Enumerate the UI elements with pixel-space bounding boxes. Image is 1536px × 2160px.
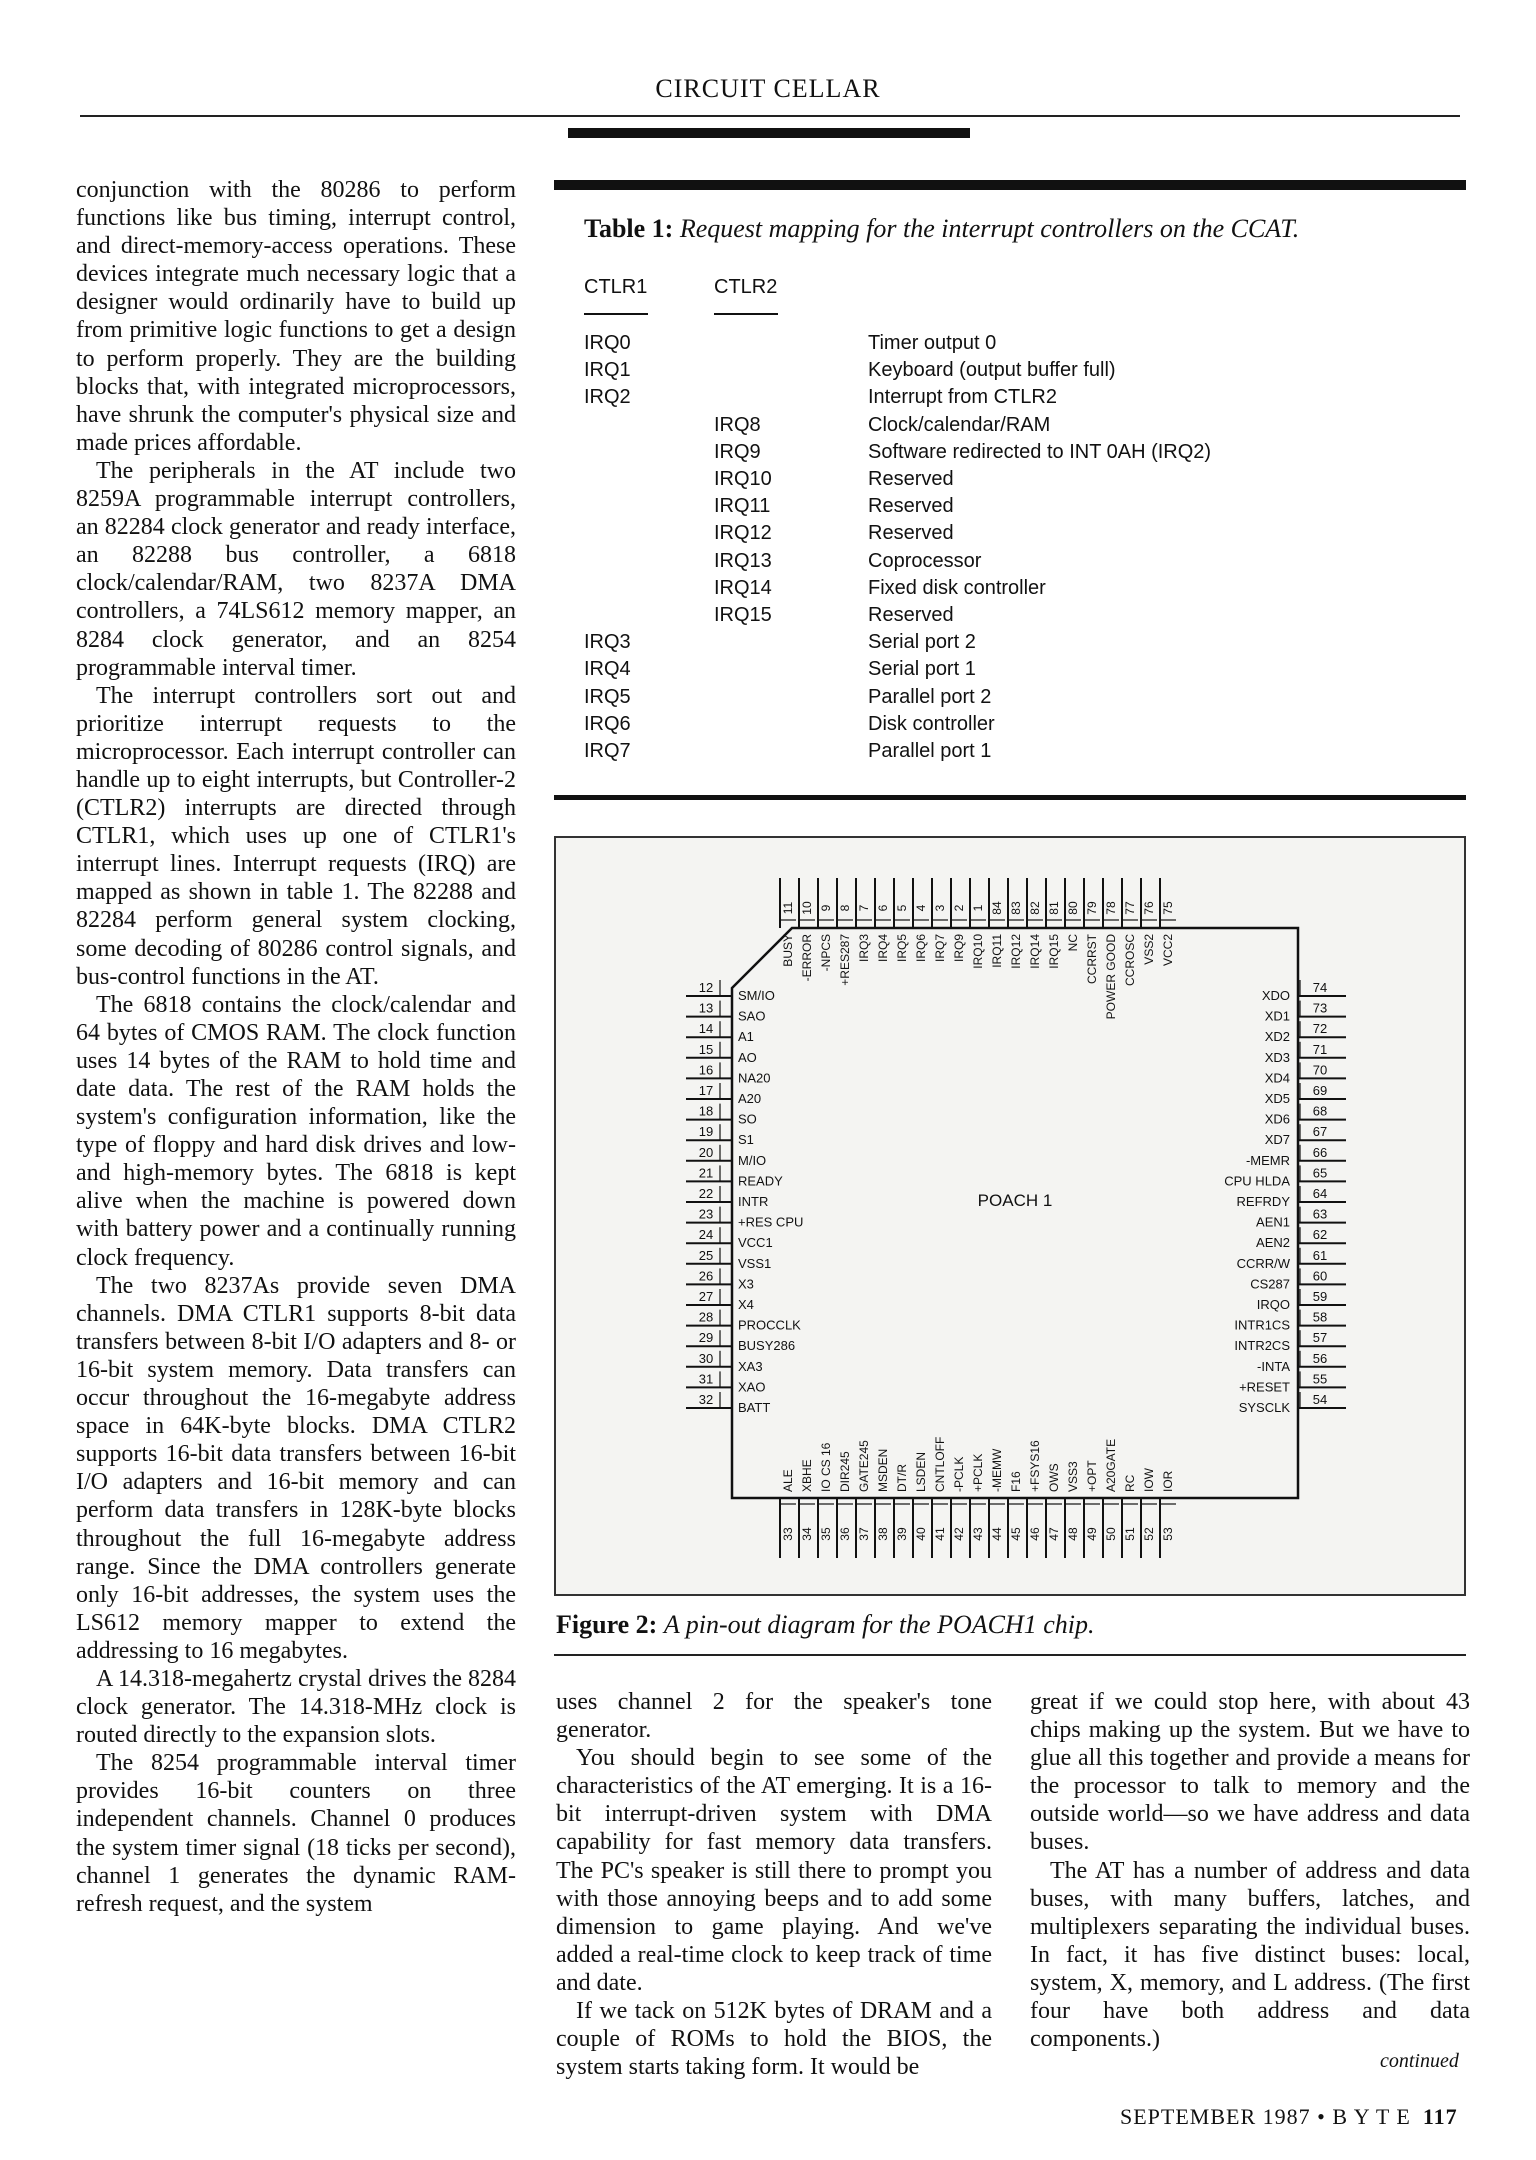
pin-number: 14: [698, 1021, 714, 1037]
description-cell: Reserved: [868, 604, 954, 626]
description-cell: Reserved: [868, 495, 954, 518]
pin-label: PROCCLK: [738, 1317, 801, 1333]
pin-label: SYSCLK: [1238, 1400, 1290, 1415]
pin-number: 32: [698, 1392, 714, 1407]
ctlr2-cell: IRQ12: [714, 522, 772, 545]
pin-number: 50: [1104, 1527, 1118, 1541]
pin-label: -PCLK: [952, 1456, 966, 1492]
pin-number: 60: [1312, 1268, 1328, 1284]
pin-label: INTR: [738, 1194, 769, 1209]
pin-label: AEN2: [1256, 1235, 1290, 1251]
pin-label: XD3: [1264, 1049, 1290, 1065]
pin-label: A20: [738, 1091, 762, 1106]
ctlr2-cell: IRQ13: [714, 549, 772, 572]
pin-number: 54: [1312, 1392, 1328, 1407]
description-cell: Reserved: [868, 468, 954, 490]
figure-caption-text: A pin-out diagram for the POACH1 chip.: [663, 1610, 1095, 1639]
pin-label: XDO: [1261, 988, 1290, 1003]
pin-number: 71: [1312, 1041, 1328, 1057]
pin-label: CPU HLDA: [1224, 1173, 1290, 1189]
pin-number: 51: [1123, 1527, 1137, 1541]
table-row: [584, 495, 1444, 522]
ctlr2-cell: IRQ14: [714, 576, 772, 599]
pin-label: DIR245: [838, 1451, 852, 1492]
description-cell: Keyboard (output buffer full): [868, 359, 1116, 382]
pin-number: 26: [698, 1268, 714, 1284]
pin-number: 5: [895, 904, 909, 912]
description-cell: Interrupt from CTLR2: [868, 386, 1057, 409]
paragraph: A 14.318-megahertz crystal drives the 8284 clock generator. The 14.318-MHz clock is routed directly to the expansion slots.: [76, 1665, 516, 1749]
pin-number: 59: [1312, 1289, 1328, 1304]
pin-number: 43: [971, 1527, 985, 1541]
pin-number: 70: [1312, 1062, 1328, 1078]
pin-label: REFRDY: [1236, 1194, 1290, 1209]
pin-number: 3: [933, 904, 947, 912]
pin-label: M/IO: [738, 1152, 767, 1168]
pin-number: 52: [1142, 1527, 1156, 1541]
pin-label: A20GATE: [1104, 1438, 1118, 1492]
pin-number: 17: [698, 1083, 714, 1098]
pin-number: 78: [1104, 901, 1118, 915]
ctlr1-cell: IRQ3: [584, 631, 631, 654]
header-bar: [568, 128, 970, 138]
pin-number: 76: [1142, 901, 1156, 915]
pin-number: 16: [698, 1062, 714, 1078]
pin-number: 11: [781, 901, 795, 915]
section-header: CIRCUIT CELLAR: [655, 74, 881, 103]
ctlr2-cell: IRQ11: [714, 495, 771, 518]
ctlr1-cell: IRQ7: [584, 740, 631, 762]
pin-label: IRQ4: [876, 934, 890, 963]
pin-number: 24: [698, 1227, 714, 1243]
pin-number: 23: [698, 1206, 714, 1222]
pin-label: S1: [738, 1132, 754, 1148]
pin-label: GATE245: [857, 1440, 871, 1492]
pin-label: IRQ11: [990, 934, 1004, 968]
chip-body: [732, 928, 1298, 1498]
paragraph: The peripherals in the AT include two 8259A programmable interrupt controllers, an 82284 clock generator and ready interface, an 82288 bus controller, a 6818 clock/calendar/RAM, two 8237A DMA controllers, a 74LS612 memory mapper, an 8284 clock generator, and an 8254 programmable interval timer.: [76, 457, 516, 681]
pin-number: 57: [1312, 1330, 1328, 1346]
pin-number: 1: [971, 904, 985, 912]
pin-number: 33: [781, 1527, 795, 1541]
pin-label: AEN1: [1256, 1214, 1290, 1230]
pin-label: RC: [1123, 1474, 1137, 1492]
pin-number: 35: [819, 1527, 833, 1541]
pin-number: 9: [819, 904, 833, 912]
pin-label: IRQ7: [933, 934, 947, 963]
table-row: [584, 414, 1444, 441]
pin-label: -NPCS: [819, 934, 833, 972]
description-cell: Clock/calendar/RAM: [868, 413, 1051, 436]
paragraph: The 6818 contains the clock/calendar and 64 bytes of CMOS RAM. The clock function uses 14 bytes of the RAM to hold time and date data. The rest of the RAM holds the system's configuration information, like the type of floppy and hard disk drives and low- and high-memory bytes. The 6818 is kept alive when the machine is powered down with battery power and a continually running clock frequency.: [76, 991, 516, 1271]
ctlr2-cell: IRQ8: [714, 413, 761, 436]
pin-label: BATT: [738, 1400, 771, 1415]
pin-label: MSDEN: [876, 1448, 890, 1492]
header-underline: [714, 313, 778, 315]
description-cell: Parallel port 1: [868, 740, 992, 762]
table-row: [584, 332, 1444, 359]
pin-label: READY: [738, 1173, 783, 1189]
pin-label: NA20: [738, 1070, 771, 1086]
pin-label: +FSYS16: [1028, 1440, 1042, 1492]
pin-label: CS287: [1250, 1276, 1290, 1292]
pin-number: 45: [1009, 1527, 1023, 1541]
pin-label: AO: [738, 1049, 757, 1065]
pin-label: XD7: [1264, 1132, 1290, 1148]
pin-number: 44: [990, 1527, 1004, 1541]
pin-number: 63: [1312, 1206, 1328, 1222]
paragraph: The two 8237As provide seven DMA channels. DMA CTLR1 supports 8-bit data transfers between 8-bit I/O adapters and 8- or 16-bit system memory. Data transfers can occur throughout the 16-megabyte address space in 64K-byte blocks. DMA CTLR2 supports 16-bit data transfers between 16-bit I/O adapters and 16-bit memory and can perform data transfers in 128K-byte blocks throughout the full 16-megabyte address range. Since the DMA controllers generate only 16-bit addresses, the system uses the LS612 memory mapper to extend the addressing to 16 megabytes.: [76, 1272, 516, 1664]
ctlr1-cell: IRQ0: [584, 332, 631, 354]
pin-number: 73: [1312, 1000, 1328, 1016]
table-row: [584, 522, 1444, 549]
pin-number: 81: [1047, 901, 1061, 915]
pin-number: 25: [698, 1247, 714, 1263]
pin-label: XD1: [1264, 1008, 1290, 1024]
table-row: [584, 359, 1444, 386]
pin-number: 6: [876, 904, 890, 912]
pin-number: 2: [952, 904, 966, 912]
pin-label: ALE: [781, 1469, 795, 1492]
page-footer: [1120, 2104, 1458, 2130]
table-title: Request mapping for the interrupt controllers on the CCAT.: [679, 214, 1300, 243]
pin-number: 19: [698, 1124, 714, 1140]
pin-label: IRQO: [1256, 1297, 1290, 1312]
pin-number: 36: [838, 1527, 852, 1541]
pin-number: 64: [1312, 1186, 1328, 1201]
pin-number: 56: [1312, 1350, 1328, 1366]
pin-label: IO CS 16: [819, 1442, 833, 1492]
pin-number: 47: [1047, 1527, 1061, 1541]
pin-label: IRQ6: [914, 934, 928, 963]
pin-label: A1: [738, 1029, 754, 1045]
table-row: [584, 441, 1444, 468]
pin-number: 72: [1312, 1021, 1328, 1037]
text-column-1: [76, 176, 516, 1918]
pin-label: DT/R: [895, 1464, 909, 1492]
pin-number: 12: [698, 980, 714, 995]
ctlr2-cell: IRQ9: [714, 440, 761, 463]
pin-number: 55: [1312, 1371, 1328, 1387]
pin-label: VCC2: [1161, 934, 1175, 967]
pin-number: 84: [990, 901, 1004, 915]
pin-number: 40: [914, 1527, 928, 1541]
pin-label: INTR1CS: [1234, 1317, 1290, 1333]
table-row: [584, 740, 1444, 767]
page-number: 117: [1422, 2104, 1458, 2129]
pin-label: IRQ3: [857, 934, 871, 963]
header-rule: [80, 115, 1460, 117]
pin-number: 79: [1085, 901, 1099, 915]
ctlr1-cell: IRQ4: [584, 658, 631, 681]
ctlr2-cell: IRQ10: [714, 468, 772, 490]
pin-label: XA3: [738, 1358, 763, 1374]
description-cell: Fixed disk controller: [868, 576, 1046, 599]
pin-number: 21: [698, 1165, 714, 1181]
pin-number: 48: [1066, 1527, 1080, 1541]
pin-number: 80: [1066, 901, 1080, 915]
pin-label: BUSY: [781, 934, 795, 967]
text-column-3: [1030, 1688, 1470, 2053]
pin-label: CCRRST: [1085, 934, 1099, 984]
pinout-diagram: [556, 838, 1468, 1598]
pin-label: IRQ14: [1028, 934, 1042, 969]
description-cell: Coprocessor: [868, 549, 982, 572]
pin-number: 69: [1312, 1083, 1328, 1098]
paragraph: The interrupt controllers sort out and prioritize interrupt requests to the microprocessor. Each interrupt controller can handle up to eight interrupts, but Controller-2 (CTLR2) interrupts are directed through CTLR1, which uses up one of CTLR1's interrupt lines. Interrupt requests (IRQ) are mapped as shown in table 1. The 82288 and 82284 perform general system clocking, some decoding of 80286 control signals, and bus-control functions in the AT.: [76, 682, 516, 990]
header-underline: [584, 313, 648, 315]
table-header-ctlr2: CTLR2: [714, 276, 778, 298]
pin-label: IOR: [1161, 1470, 1175, 1492]
table-row: [584, 658, 1444, 685]
table-row: [584, 686, 1444, 713]
pin-label: VCC1: [738, 1235, 773, 1251]
table-row: [584, 631, 1444, 658]
pin-number: 31: [698, 1371, 714, 1387]
pin-label: IRQ5: [895, 934, 909, 963]
pin-number: 20: [698, 1144, 714, 1160]
pin-label: CCROSC: [1123, 934, 1137, 987]
continued-note: continued: [1380, 2050, 1459, 2072]
pin-number: 49: [1085, 1527, 1099, 1541]
description-cell: Disk controller: [868, 712, 995, 735]
pin-number: 38: [876, 1527, 890, 1541]
pin-number: 28: [698, 1309, 714, 1325]
pin-label: XBHE: [800, 1459, 814, 1492]
paragraph: great if we could stop here, with about 43 chips making up the system. But we have to glue all this together and provide a means for the processor to talk to memory and the outside world—so we have address and data buses.: [1030, 1689, 1470, 1856]
pin-label: F16: [1009, 1471, 1023, 1492]
ctlr1-cell: IRQ5: [584, 685, 631, 708]
pin-label: OWS: [1047, 1463, 1061, 1492]
issue-line: SEPTEMBER 1987 • B Y T E: [1120, 2104, 1411, 2129]
pin-label: +PCLK: [971, 1453, 985, 1492]
paragraph: The AT has a number of address and data buses, with many buffers, latches, and multiplexers separating the individual buses. In fact, it has five distinct buses: local, system, X, memory, and L address. (The first four have both address and data components.): [1030, 1857, 1470, 2053]
pin-label: IRQ15: [1047, 934, 1061, 969]
pin-label: IOW: [1142, 1468, 1156, 1492]
ctlr1-cell: IRQ2: [584, 386, 631, 409]
table-1: [554, 180, 1466, 800]
pin-number: 53: [1161, 1527, 1175, 1541]
pin-label: VSS2: [1142, 934, 1156, 965]
pin-label: VSS3: [1066, 1461, 1080, 1492]
pin-label: -MEMW: [990, 1448, 1004, 1492]
pin-label: +RES287: [838, 934, 852, 986]
pin-number: 7: [857, 904, 871, 912]
paragraph: conjunction with the 80286 to perform functions like bus timing, interrupt control, and direct-memory-access operations. These devices integrate much necessary logic that a designer would ordinarily have to build up from primitive logic functions to get a design to perform properly. They are the building blocks that, with integrated microprocessors, have shrunk the computer's physical size and made prices affordable.: [76, 177, 516, 456]
pin-label: -MEMR: [1245, 1152, 1290, 1168]
pin-number: 77: [1123, 901, 1137, 915]
pin-number: 61: [1312, 1247, 1328, 1263]
pin-label: IRQ9: [952, 934, 966, 963]
pin-number: 15: [698, 1041, 714, 1057]
pin-label: SO: [738, 1111, 757, 1127]
paragraph: If we tack on 512K bytes of DRAM and a couple of ROMs to hold the BIOS, the system starts taking form. It would be: [556, 1998, 992, 2081]
description-cell: Serial port 2: [868, 631, 976, 654]
pin-number: 65: [1312, 1165, 1328, 1181]
pin-label: X3: [738, 1276, 754, 1292]
pin-label: BUSY286: [738, 1338, 796, 1354]
pin-number: 13: [698, 1000, 714, 1016]
pin-label: +OPT: [1085, 1460, 1099, 1492]
pin-label: +RES CPU: [738, 1214, 804, 1230]
pin-label: XD5: [1264, 1091, 1290, 1106]
description-cell: Serial port 1: [868, 658, 976, 681]
ctlr1-cell: IRQ1: [584, 359, 631, 382]
pin-number: 42: [952, 1527, 966, 1541]
pin-number: 74: [1312, 980, 1328, 995]
pin-number: 4: [914, 904, 928, 912]
pin-label: IRQ12: [1009, 934, 1023, 969]
pin-label: IRQ10: [971, 934, 985, 969]
table-row: [584, 468, 1444, 495]
pin-label: NC: [1066, 934, 1080, 952]
pin-label: XD6: [1264, 1111, 1290, 1127]
pin-label: CNTLOFF: [933, 1436, 947, 1492]
pin-number: 82: [1028, 901, 1042, 915]
pin-label: XD2: [1264, 1029, 1290, 1045]
pin-number: 46: [1028, 1527, 1042, 1541]
pin-label: +RESET: [1239, 1379, 1290, 1395]
pin-label: CCRR/W: [1236, 1255, 1290, 1271]
pin-label: LSDEN: [914, 1451, 928, 1492]
pin-label: SM/IO: [738, 988, 775, 1003]
pin-number: 58: [1312, 1309, 1328, 1325]
description-cell: Reserved: [868, 522, 954, 545]
pin-number: 75: [1161, 901, 1175, 915]
pin-label: XAO: [738, 1379, 766, 1395]
description-cell: Parallel port 2: [868, 685, 992, 708]
pin-label: X4: [738, 1297, 754, 1312]
pin-number: 8: [838, 904, 852, 912]
pin-number: 83: [1009, 901, 1023, 915]
table-row: [584, 550, 1444, 577]
pin-number: 22: [698, 1186, 714, 1201]
paragraph: uses channel 2 for the speaker's tone generator.: [556, 1689, 992, 1744]
description-cell: Timer output 0: [868, 332, 997, 354]
table-row: [584, 577, 1444, 604]
pin-label: SAO: [738, 1008, 766, 1024]
ctlr2-cell: IRQ15: [714, 604, 772, 626]
table-row: [584, 604, 1444, 631]
pin-label: INTR2CS: [1234, 1338, 1290, 1354]
caption-rule: [554, 1654, 1466, 1656]
paragraph: The 8254 programmable interval timer provides 16-bit counters on three independent channels. Channel 0 produces the system timer signal (18 ticks per second), channel 1 generates the dynamic RAM-refresh request, and the system: [76, 1750, 516, 1917]
pin-number: 68: [1312, 1103, 1328, 1119]
pin-label: -INTA: [1257, 1358, 1290, 1374]
table-label: Table 1:: [584, 214, 674, 243]
pin-number: 29: [698, 1330, 714, 1346]
pin-label: -ERROR: [800, 934, 814, 982]
description-cell: Software redirected to INT 0AH (IRQ2): [868, 440, 1212, 463]
chip-name: POACH 1: [977, 1191, 1053, 1210]
pin-number: 41: [933, 1527, 947, 1541]
table-row: [584, 386, 1444, 413]
pin-number: 62: [1312, 1227, 1328, 1243]
table-caption: [584, 214, 1299, 244]
pin-number: 37: [857, 1527, 871, 1541]
figure-label: Figure 2:: [556, 1610, 658, 1639]
pin-number: 67: [1312, 1124, 1328, 1140]
pin-label: POWER GOOD: [1104, 934, 1118, 1020]
pin-number: 18: [698, 1103, 714, 1119]
figure-2: [554, 836, 1466, 1596]
pin-number: 66: [1312, 1144, 1328, 1160]
figure-caption: [556, 1610, 1095, 1640]
pin-number: 30: [698, 1350, 714, 1366]
pin-number: 10: [800, 901, 814, 915]
pin-number: 27: [698, 1289, 714, 1304]
pin-number: 39: [895, 1527, 909, 1541]
pin-label: VSS1: [738, 1255, 772, 1271]
table-row: [584, 713, 1444, 740]
table-header-ctlr1: CTLR1: [584, 276, 648, 298]
pin-number: 34: [800, 1527, 814, 1541]
ctlr1-cell: IRQ6: [584, 712, 631, 735]
paragraph: You should begin to see some of the characteristics of the AT emerging. It is a 16-bit interrupt-driven system with DMA capability for fast memory data transfers. The PC's speaker is still there to prompt you with those annoying beeps and to add some dimension to game playing. And we've added a real-time clock to keep track of time and date.: [556, 1745, 992, 1996]
pin-label: XD4: [1264, 1070, 1290, 1086]
text-column-2: [556, 1688, 992, 2081]
